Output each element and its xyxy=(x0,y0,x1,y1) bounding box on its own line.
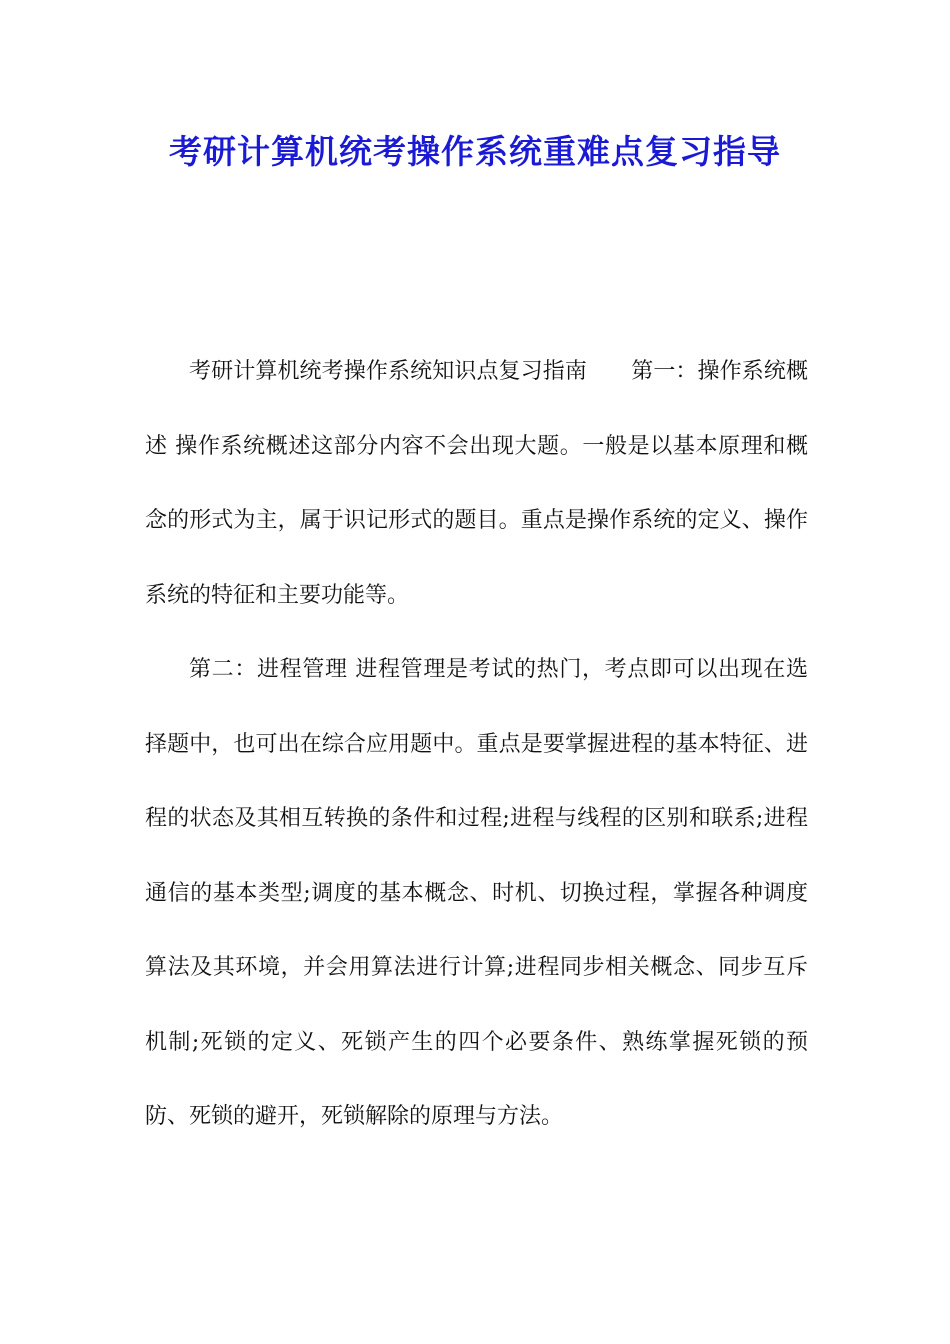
paragraph-os-overview: 考研计算机统考操作系统知识点复习指南 第一：操作系统概述 操作系统概述这部分内容不会出现大题。一般是以基本原理和概念的形式为主，属于识记形式的题目。重点是操作系统的定义、操作系统的特征和主要功能等。 xyxy=(145,359,808,608)
document-body xyxy=(145,335,808,1155)
paragraph-process-management: 第二：进程管理 进程管理是考试的热门，考点即可以出现在选择题中，也可出在综合应用题中。重点是要掌握进程的基本特征、进程的状态及其相互转换的条件和过程;进程与线程的区别和联系;进程通信的基本类型;调度的基本概念、时机、切换过程，掌握各种调度算法及其环境，并会用算法进行计算;进程同步相关概念、同步互斥机制;死锁的定义、死锁产生的四个必要条件、熟练掌握死锁的预防、死锁的避开，死锁解除的原理与方法。 xyxy=(145,657,808,1129)
document-title: 考研计算机统考操作系统重难点复习指导 xyxy=(169,132,781,171)
